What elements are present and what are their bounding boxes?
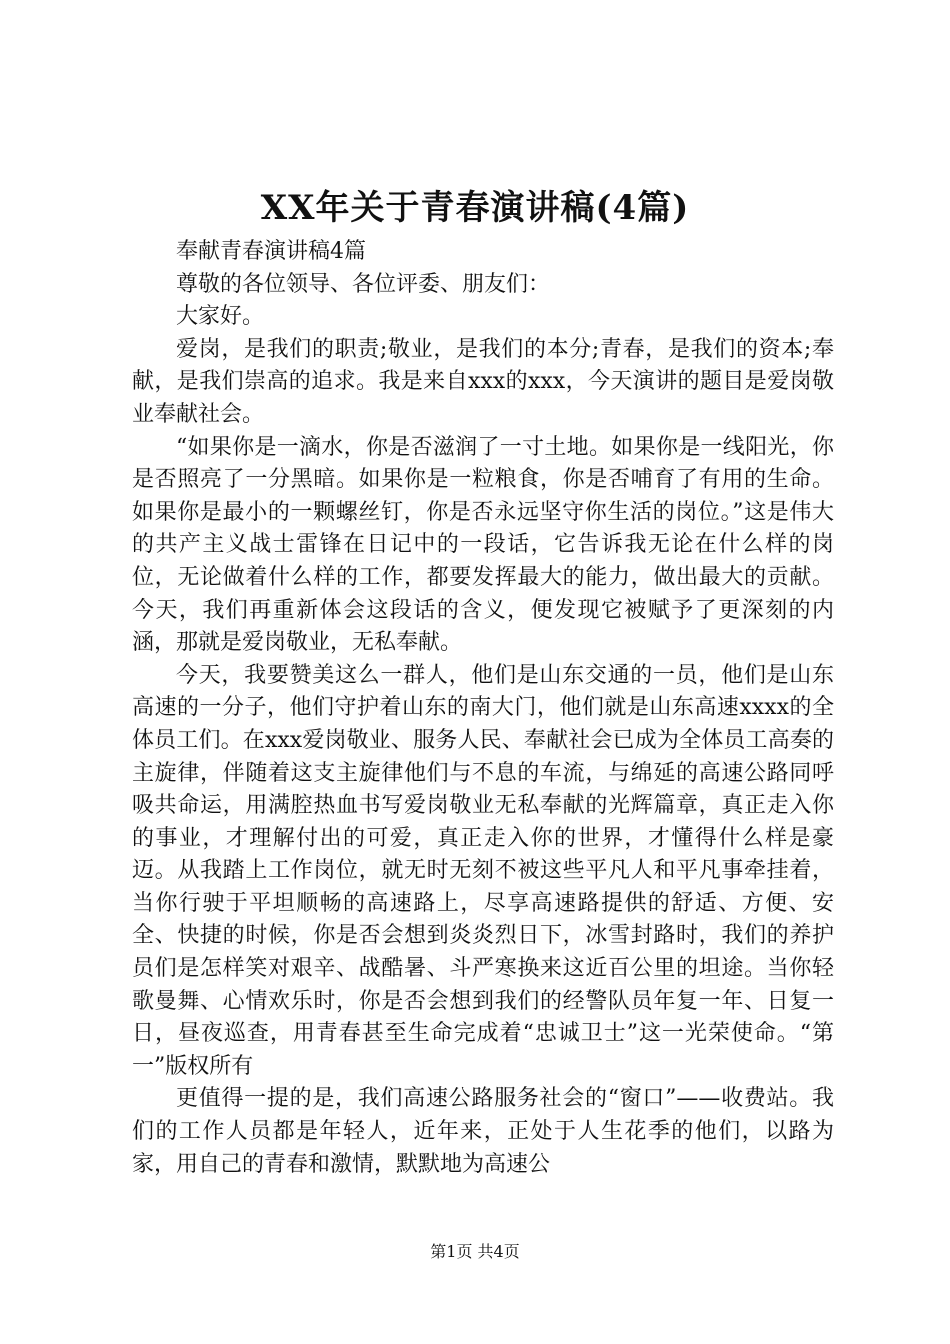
document-title: XX年关于青春演讲稿(4篇)	[260, 188, 690, 228]
document-body	[132, 236, 834, 1181]
paragraph-greeting: 大家好。	[176, 304, 265, 330]
paragraph: 爱岗，是我们的职责;敬业，是我们的本分;青春，是我们的资本;奉献，是我们崇高的追求。我是来自xxx的xxx，今天演讲的题目是爱岗敬业奉献社会。	[132, 336, 834, 427]
paragraph-salutation: 尊敬的各位领导、各位评委、朋友们：	[176, 271, 551, 297]
paragraph: 更值得一提的是，我们高速公路服务社会的“窗口”——收费站。我们的工作人员都是年轻人，近年来，正处于人生花季的他们，以路为家，用自己的青春和激情，默默地为高速公	[132, 1086, 834, 1177]
paragraph: “如果你是一滴水，你是否滋润了一寸土地。如果你是一线阳光，你是否照亮了一分黑暗。如果你是一粒粮食，你是否哺育了有用的生命。如果你是最小的一颗螺丝钉，你是否永远坚守你生活的岗位。”这是伟大的共产主义战士雷锋在日记中的一段话，它告诉我无论在什么样的岗位，无论做着什么样的工作，都要发挥最大的能力，做出最大的贡献。今天，我们再重新体会这段话的含义，便发现它被赋予了更深刻的内涵，那就是爱岗敬业，无私奉献。	[132, 434, 834, 656]
paragraph-subtitle: 奉献青春演讲稿4篇	[176, 239, 366, 264]
page-footer: 第1页 共4页	[430, 1242, 520, 1261]
paragraph: 今天，我要赞美这么一群人，他们是山东交通的一员，他们是山东高速的一分子，他们守护着山东的南大门，他们就是山东高速xxxx的全体员工们。在xxx爱岗敬业、服务人民、奉献社会已成为全体员工高奏的主旋律，伴随着这支主旋律他们与不息的车流，与绵延的高速公路同呼吸共命运，用满腔热血书写爱岗敬业无私奉献的光辉篇章，真正走入你的事业，才理解付出的可爱，真正走入你的世界，才懂得什么样是豪迈。从我踏上工作岗位，就无时无刻不被这些平凡人和平凡事牵挂着，当你行驶于平坦顺畅的高速路上，尽享高速路提供的舒适、方便、安全、快捷的时候，你是否会想到炎炎烈日下，冰雪封路时，我们的养护员们是怎样笑对艰辛、战酷暑、斗严寒换来这近百公里的坦途。当你轻歌曼舞、心情欢乐时，你是否会想到我们的经警队员年复一年、日复一日，昼夜巡查，用青春甚至生命完成着“忠诚卫士”这一光荣使命。“第一”版权所有	[132, 662, 834, 1079]
